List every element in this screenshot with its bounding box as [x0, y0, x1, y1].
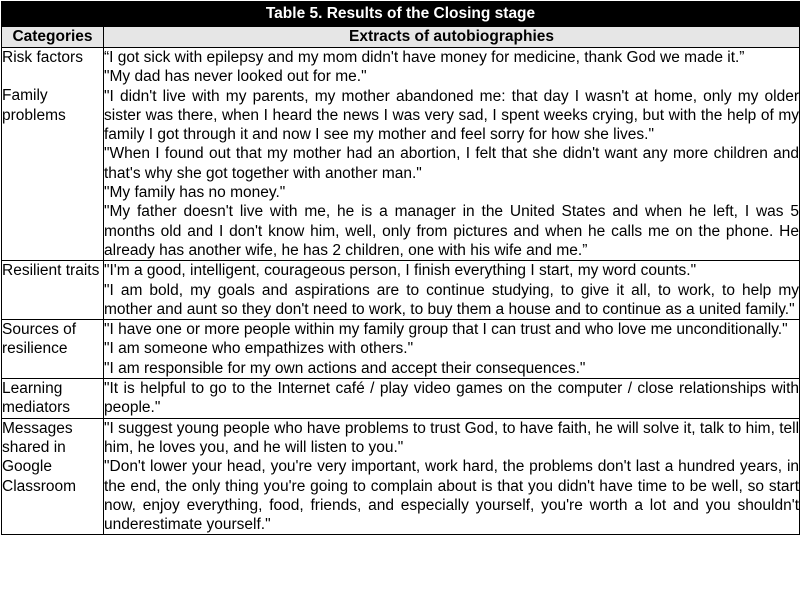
extract-quote: "I am responsible for my own actions and accept their consequences." [104, 359, 586, 377]
extract-quote: "I didn't live with my parents, my mother abandoned me: that day I wasn't at home, only my older sister was there, when I heard the news I was very sad, I spent weeks crying, but with the help of my family I got through it and now I see my mother and feel sorry for how she lives." [104, 87, 800, 144]
category-family-problems: Family problems [2, 87, 66, 124]
table-row [2, 320, 800, 379]
header-extracts: Extracts of autobiographies [104, 27, 800, 48]
extracts-cell [104, 48, 800, 261]
extract-quote: "I'm a good, intelligent, courageous person, I finish everything I start, my word counts." [104, 262, 697, 280]
header-categories: Categories [2, 27, 104, 48]
category-cell [2, 48, 104, 261]
extract-quote: "My family has no money." [104, 184, 286, 202]
extract-quote: “I got sick with epilepsy and my mom didn't have money for medicine, thank God we made it.” [104, 49, 745, 66]
extract-quote: "When I found out that my mother had an abortion, I felt that she didn't want any more children and that's why she got together with another man." [104, 145, 800, 182]
extracts-cell [104, 379, 800, 419]
extracts-cell [104, 261, 800, 320]
extracts-cell [104, 320, 800, 379]
table-row [2, 48, 800, 261]
results-table [1, 1, 800, 535]
category-resilient-traits: Resilient traits [2, 261, 104, 320]
extract-quote: "It is helpful to go to the Internet café / play video games on the computer / close relationships with people." [104, 380, 800, 417]
table-row [2, 261, 800, 320]
category-sources-of-resilience: Sources of resilience [2, 320, 104, 379]
extract-quote: "I have one or more people within my family group that I can trust and who love me unconditionally." [104, 321, 788, 339]
extract-quote: "I am someone who empathizes with others." [104, 340, 414, 358]
extract-quote: "I am bold, my goals and aspirations are to continue studying, to give it all, to work, to help my mother and aunt so they don't need to work, to buy them a house and to continue as a united family." [104, 281, 800, 318]
category-risk-factors: Risk factors [2, 49, 83, 66]
extract-quote: "My dad has never looked out for me." [104, 68, 367, 86]
extract-quote: "My father doesn't live with me, he is a manager in the United States and when he left, I was 5 months old and I don't know him, well, only from pictures and when he calls me on the phone. He already has another wife, he has 2 children, one with his wife and me.” [104, 203, 800, 259]
extracts-cell [104, 418, 800, 535]
table-title: Table 5. Results of the Closing stage [2, 2, 800, 27]
category-learning-mediators: Learning mediators [2, 379, 104, 419]
category-messages-shared: Messages shared in Google Classroom [2, 418, 104, 535]
table-row [2, 418, 800, 535]
extract-quote: "I suggest young people who have problems to trust God, to have faith, he will solve it, talk to him, tell him, he loves you, and he will listen to you." [104, 419, 800, 456]
extract-quote: "Don't lower your head, you're very important, work hard, the problems don't last a hundred years, in the end, the only thing you're going to complain about is that you didn't have time to be well, so start now, enjoy everything, food, friends, and especially yourself, you're worth a lot and you shouldn't underestimate yourself." [104, 458, 800, 534]
table-row [2, 379, 800, 419]
